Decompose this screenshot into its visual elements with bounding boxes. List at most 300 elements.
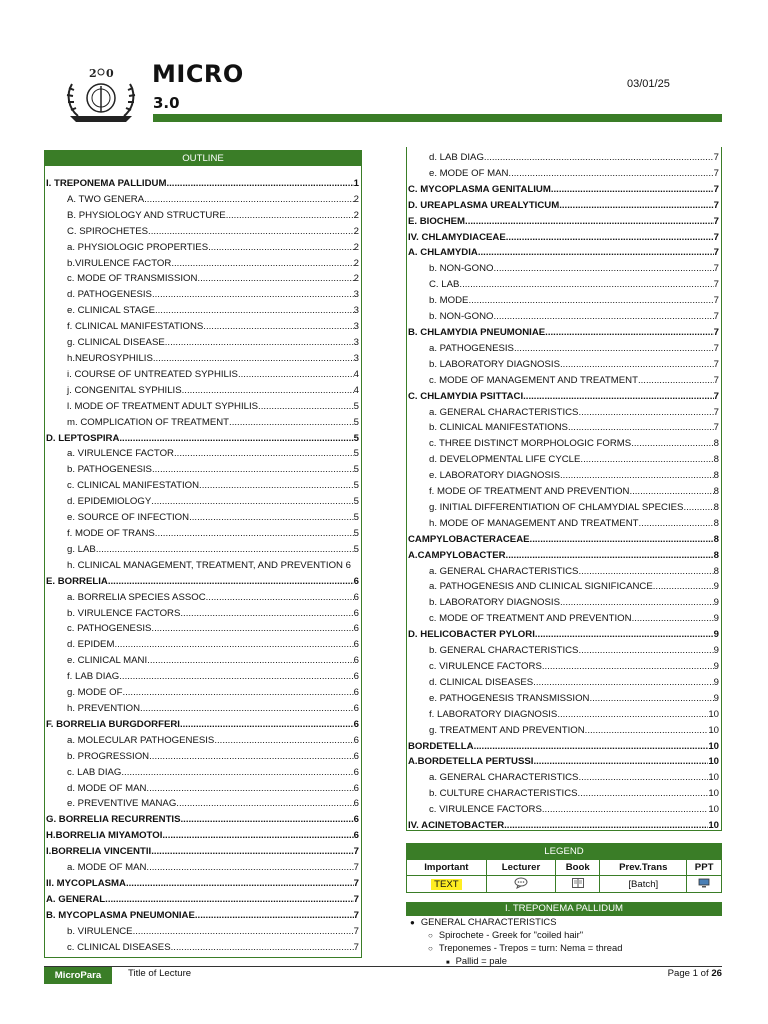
outline-entry[interactable]	[407, 611, 721, 627]
outline-entry[interactable]	[45, 574, 361, 590]
outline-entry-page: 6	[353, 655, 359, 667]
outline-entry[interactable]	[407, 452, 721, 468]
outline-entry[interactable]	[45, 733, 361, 749]
outline-leader-dots	[508, 166, 713, 182]
outline-entry-label: c. CLINICAL MANIFESTATION	[67, 480, 200, 492]
outline-entry[interactable]	[45, 606, 361, 622]
outline-entry[interactable]	[45, 431, 361, 447]
outline-entry-page: 10	[708, 772, 719, 784]
outline-leader-dots	[181, 812, 354, 828]
outline-leader-dots	[171, 256, 353, 272]
outline-entry-label: e. PREVENTIVE MANAG	[67, 798, 177, 810]
outline-entry-label: b. LABORATORY DIAGNOSIS	[429, 597, 560, 609]
outline-entry[interactable]	[407, 277, 721, 293]
outline-entry[interactable]	[45, 303, 361, 319]
legend-header-ppt: PPT	[687, 860, 722, 876]
outline-leader-dots	[180, 717, 354, 733]
outline-entry[interactable]	[45, 844, 361, 860]
outline-entry-page: 9	[713, 629, 719, 641]
outline-leader-dots	[580, 452, 713, 468]
outline-leader-dots	[632, 611, 714, 627]
outline-entry[interactable]	[45, 701, 361, 717]
outline-entry-page: 5	[353, 464, 359, 476]
outline-leader-dots	[631, 436, 713, 452]
outline-entry-label: I.BORRELIA VINCENTII	[46, 846, 152, 858]
outline-entry-label: g. INITIAL DIFFERENTIATION OF CHLAMYDIAL SPECIES	[429, 501, 684, 513]
outline-leader-dots	[506, 548, 714, 564]
outline-entry-label: g. TREATMENT AND PREVENTION	[429, 724, 585, 736]
outline-entry-label: D. UREAPLASMA UREALYTICUM	[408, 199, 560, 211]
outline-leader-dots	[126, 876, 354, 892]
outline-entry-page: 6	[353, 591, 359, 603]
outline-entry[interactable]	[407, 341, 721, 357]
outline-left-column	[44, 150, 362, 958]
outline-entry-page: 6	[353, 575, 359, 587]
outline-entry-page: 5	[353, 543, 359, 555]
outline-entry[interactable]	[45, 940, 361, 956]
outline-entry-label: d. PATHOGENESIS	[67, 289, 152, 301]
note-item	[406, 942, 722, 955]
outline-leader-dots	[683, 500, 713, 516]
outline-entry-page: 10	[708, 804, 719, 816]
outline-entry[interactable]	[45, 415, 361, 431]
outline-leader-dots	[119, 431, 353, 447]
outline-entry-page: 7	[353, 893, 359, 905]
outline-entry[interactable]	[407, 214, 721, 230]
outline-entry[interactable]	[407, 389, 721, 405]
outline-entry[interactable]	[45, 860, 361, 876]
outline-entry-label: C. SPIROCHETES	[67, 225, 149, 237]
outline-leader-dots	[148, 224, 354, 240]
outline-entry[interactable]	[407, 468, 721, 484]
outline-entry-page: 5	[353, 432, 359, 444]
outline-entry-page: 6	[353, 607, 359, 619]
outline-entry-page: 7	[713, 422, 719, 434]
outline-leader-dots	[578, 405, 713, 421]
outline-leader-dots	[559, 198, 713, 214]
outline-entry[interactable]	[45, 558, 361, 574]
outline-entry-page: 3	[353, 321, 359, 333]
outline-entry-label: a. PATHOGENESIS AND CLINICAL SIGNIFICANCE	[429, 581, 653, 593]
outline-entry-page: 6	[353, 830, 359, 842]
outline-entry[interactable]	[45, 892, 361, 908]
outline-entry[interactable]	[45, 399, 361, 415]
outline-entry-page: 3	[353, 305, 359, 317]
outline-entry[interactable]	[407, 739, 721, 755]
outline-entry[interactable]	[45, 749, 361, 765]
outline-entry[interactable]	[407, 357, 721, 373]
footer-page-number	[620, 968, 722, 979]
outline-leader-dots	[162, 828, 353, 844]
legend-book-cell	[556, 876, 600, 893]
outline-leader-dots	[119, 669, 353, 685]
footer-title: Title of Lecture	[128, 968, 192, 979]
outline-entry-page: 8	[713, 454, 719, 466]
outline-entry[interactable]	[407, 500, 721, 516]
outline-entry-page: 9	[713, 645, 719, 657]
outline-entry-label: b. NON-GONO	[429, 311, 494, 323]
outline-entry[interactable]	[45, 669, 361, 685]
outline-entry[interactable]	[45, 653, 361, 669]
outline-leader-dots	[504, 818, 708, 834]
outline-entry-label: a. GENERAL CHARACTERISTICS	[429, 406, 579, 418]
outline-entry-label: d. EPIDEMIOLOGY	[67, 496, 152, 508]
outline-entry[interactable]	[407, 261, 721, 277]
outline-entry-page: 8	[713, 438, 719, 450]
outline-entry[interactable]	[45, 271, 361, 287]
outline-entry-page: 3	[353, 337, 359, 349]
outline-leader-dots	[199, 478, 354, 494]
outline-leader-dots	[494, 309, 714, 325]
outline-entry[interactable]	[45, 478, 361, 494]
outline-entry[interactable]	[407, 245, 721, 261]
outline-leader-dots	[514, 341, 714, 357]
outline-entry-label: g. MODE OF	[67, 687, 123, 699]
note-item	[406, 929, 722, 942]
outline-entry-page: 3	[353, 289, 359, 301]
outline-entry-label: e. CLINICAL MANI	[67, 655, 148, 667]
highlighted-text-sample: TEXT	[431, 879, 462, 890]
outline-entry-page: 2	[353, 209, 359, 221]
page-prefix: Page 1 of	[667, 968, 712, 979]
outline-entry-label: A. CHLAMYDIA	[408, 247, 478, 259]
outline-entry-page: 7	[353, 909, 359, 921]
legend-ppt-cell	[687, 876, 722, 893]
outline-entry-page: 7	[713, 215, 719, 227]
outline-entry[interactable]	[407, 818, 721, 834]
outline-entry-label: b. NON-GONO	[429, 263, 494, 275]
outline-leader-dots	[560, 595, 714, 611]
outline-entry[interactable]	[45, 208, 361, 224]
outline-entry[interactable]	[45, 828, 361, 844]
outline-entry-label: e. CLINICAL STAGE	[67, 305, 155, 317]
outline-entry[interactable]	[407, 564, 721, 580]
outline-entry[interactable]	[407, 405, 721, 421]
outline-entry-page: 10	[708, 740, 719, 752]
outline-entry[interactable]	[45, 367, 361, 383]
outline-entry[interactable]	[45, 383, 361, 399]
outline-entry[interactable]	[407, 659, 721, 675]
outline-entry-page: 7	[713, 358, 719, 370]
outline-entry-label: h. CLINICAL MANAGEMENT, TREATMENT, AND PREVENTION 6	[67, 559, 351, 571]
outline-entry-label: C. MYCOPLASMA GENITALIUM	[408, 183, 551, 195]
outline-entry[interactable]	[407, 516, 721, 532]
document-title: MICRO	[152, 60, 244, 88]
outline-entry-label: g. LAB	[67, 543, 96, 555]
outline-leader-dots	[146, 860, 353, 876]
outline-leader-dots	[545, 325, 714, 341]
section-heading: I. TREPONEMA PALLIDUM	[406, 902, 722, 916]
outline-entry[interactable]	[45, 446, 361, 462]
outline-leader-dots	[474, 739, 709, 755]
outline-entry[interactable]	[45, 812, 361, 828]
outline-entry-page: 7	[713, 247, 719, 259]
outline-entry-label: c. VIRULENCE FACTORS	[429, 804, 542, 816]
outline-entry[interactable]	[407, 166, 721, 182]
outline-entry[interactable]	[45, 287, 361, 303]
outline-heading: OUTLINE	[45, 151, 361, 166]
outline-leader-dots	[121, 765, 353, 781]
outline-entry-label: I. TREPONEMA PALLIDUM	[46, 178, 167, 189]
outline-leader-dots	[506, 230, 714, 246]
outline-entry-page: 9	[713, 661, 719, 672]
outline-entry[interactable]	[45, 256, 361, 272]
outline-entry-page: 7	[353, 925, 359, 937]
outline-entry[interactable]	[45, 510, 361, 526]
outline-entry[interactable]	[407, 484, 721, 500]
outline-entry-page: 2	[353, 257, 359, 269]
outline-right-column	[406, 147, 722, 831]
outline-entry-page: 5	[353, 416, 359, 428]
outline-leader-dots	[459, 277, 713, 293]
svg-text:0: 0	[106, 67, 114, 80]
outline-entry-label: a. BORRELIA SPECIES ASSOC	[67, 591, 206, 603]
outline-entry-label: i. COURSE OF UNTREATED SYPHILIS	[67, 368, 238, 380]
outline-entry-label: b. MODE	[429, 295, 469, 307]
outline-leader-dots	[578, 643, 713, 659]
outline-leader-dots	[484, 150, 714, 166]
outline-entry-label: A. TWO GENERA	[67, 193, 145, 205]
note-text: GENERAL CHARACTERISTICS	[420, 916, 557, 927]
outline-entry[interactable]	[407, 786, 721, 802]
outline-entry-label: f. MODE OF TRANS	[67, 527, 155, 539]
outline-leader-dots	[560, 357, 714, 373]
outline-entry[interactable]	[407, 198, 721, 214]
outline-leader-dots	[533, 675, 714, 691]
outline-entry[interactable]	[407, 436, 721, 452]
outline-leader-dots	[182, 383, 354, 399]
outline-entry-page: 8	[713, 549, 719, 561]
outline-entry-page: 6	[353, 734, 359, 746]
outline-entry-label: B. CHLAMYDIA PNEUMONIAE	[408, 326, 546, 338]
outline-entry-page: 7	[353, 846, 359, 858]
outline-leader-dots	[176, 796, 353, 812]
outline-leader-dots	[226, 208, 354, 224]
outline-leader-dots	[189, 510, 354, 526]
outline-leader-dots	[578, 770, 708, 786]
outline-entry[interactable]	[407, 723, 721, 739]
outline-entry-label: d. EPIDEM	[67, 639, 115, 651]
outline-leader-dots	[114, 637, 353, 653]
outline-leader-dots	[238, 367, 354, 383]
outline-entry-page: 6	[353, 718, 359, 730]
outline-entry-page: 5	[353, 496, 359, 508]
outline-entry-label: d. CLINICAL DISEASES	[429, 676, 534, 688]
outline-leader-dots	[155, 526, 354, 542]
outline-entry[interactable]	[407, 532, 721, 548]
outline-entry[interactable]	[45, 526, 361, 542]
outline-entry[interactable]	[407, 230, 721, 246]
legend-header-prev-trans: Prev.Trans	[600, 860, 687, 876]
outline-entry[interactable]	[407, 420, 721, 436]
outline-entry[interactable]	[407, 595, 721, 611]
outline-leader-dots	[629, 484, 713, 500]
outline-entry[interactable]	[407, 182, 721, 198]
outline-entry-page: 7	[713, 326, 719, 338]
outline-entry-label: A.CAMPYLOBACTER	[408, 549, 506, 561]
bullet-marker: ■	[446, 960, 450, 966]
outline-entry-label: a. MOLECULAR PATHOGENESIS	[67, 734, 215, 746]
outline-entry-page: 7	[353, 877, 359, 889]
outline-entry[interactable]	[407, 579, 721, 595]
outline-entry[interactable]	[45, 319, 361, 335]
outline-entry[interactable]	[45, 924, 361, 940]
outline-entry-label: g. CLINICAL DISEASE	[67, 337, 165, 349]
outline-leader-dots	[258, 399, 354, 415]
outline-entry[interactable]	[45, 621, 361, 637]
outline-entry-page: 7	[713, 199, 719, 211]
outline-entry-label: E. BORRELIA	[46, 575, 108, 587]
outline-entry-label: c. CLINICAL DISEASES	[67, 941, 171, 953]
footer-badge: MicroPara	[44, 967, 112, 984]
outline-entry-page: 9	[713, 613, 719, 625]
outline-entry[interactable]	[45, 717, 361, 733]
outline-entry-page: 7	[713, 263, 719, 275]
outline-leader-dots	[203, 319, 353, 335]
outline-entry-label: b. VIRULENCE FACTORS	[67, 607, 181, 619]
outline-entry[interactable]	[45, 351, 361, 367]
outline-entry[interactable]	[45, 224, 361, 240]
outline-entry-label: CAMPYLOBACTERACEAE	[408, 533, 530, 545]
outline-entry[interactable]	[45, 462, 361, 478]
outline-leader-dots	[214, 733, 353, 749]
note-item	[406, 916, 722, 929]
outline-entry-page: 9	[713, 597, 719, 609]
outline-leader-dots	[206, 590, 354, 606]
outline-entry[interactable]	[407, 548, 721, 564]
outline-leader-dots	[530, 532, 714, 548]
outline-entry[interactable]	[45, 876, 361, 892]
outline-entry-page: 6	[353, 623, 359, 635]
outline-entry[interactable]	[407, 373, 721, 389]
outline-leader-dots	[229, 415, 354, 431]
svg-text:2: 2	[89, 67, 97, 80]
outline-entry-label: c. THREE DISTINCT MORPHOLOGIC FORMS	[429, 438, 632, 450]
outline-entry[interactable]	[45, 908, 361, 924]
outline-entry-label: D. HELICOBACTER PYLORI	[408, 629, 535, 641]
outline-entry-page: 6	[353, 703, 359, 714]
note-text: Spirochete - Greek for "coiled hair"	[438, 929, 584, 940]
section-notes	[406, 916, 722, 969]
outline-entry-page: 3	[353, 352, 359, 364]
outline-leader-dots	[578, 786, 709, 802]
outline-entry[interactable]	[407, 627, 721, 643]
outline-entry-page: 7	[353, 941, 359, 953]
outline-entry[interactable]	[45, 494, 361, 510]
outline-entry[interactable]	[45, 192, 361, 208]
outline-entry[interactable]	[407, 150, 721, 166]
outline-entry-page: 6	[353, 782, 359, 794]
legend-header-important: Important	[407, 860, 487, 876]
outline-entry-label: H.BORRELIA MIYAMOTOI	[46, 830, 163, 842]
outline-entry-page: 5	[353, 480, 359, 492]
outline-entry[interactable]	[45, 176, 361, 192]
outline-entry[interactable]	[45, 590, 361, 606]
outline-entry-page: 9	[713, 676, 719, 688]
outline-entry[interactable]	[45, 637, 361, 653]
outline-leader-dots	[152, 287, 354, 303]
outline-entry[interactable]	[407, 754, 721, 770]
outline-entry-label: a. GENERAL CHARACTERISTICS	[429, 565, 579, 577]
outline-leader-dots	[465, 214, 714, 230]
outline-entry[interactable]	[45, 765, 361, 781]
outline-entry-label: d. LAB DIAG	[429, 152, 484, 163]
outline-entry-label: c. MODE OF MANAGEMENT AND TREATMENT	[429, 374, 638, 386]
outline-entry-label: h.NEUROSYPHILIS	[67, 352, 153, 364]
outline-entry[interactable]	[407, 309, 721, 325]
outline-entry[interactable]	[45, 542, 361, 558]
outline-entry-label: B. PHYSIOLOGY AND STRUCTURE	[67, 209, 226, 221]
outline-leader-dots	[578, 564, 713, 580]
outline-leader-dots	[151, 494, 353, 510]
outline-entry[interactable]	[45, 685, 361, 701]
outline-entry-page: 8	[713, 565, 719, 577]
outline-entry[interactable]	[407, 293, 721, 309]
outline-entry-label: b. PROGRESSION	[67, 750, 150, 762]
outline-leader-dots	[122, 685, 353, 701]
outline-entry-label: b. CLINICAL MANIFESTATIONS	[429, 422, 568, 434]
outline-entry-label: f. LABORATORY DIAGNOSIS	[429, 708, 558, 720]
outline-entry-label: G. BORRELIA RECURRENTIS	[46, 814, 181, 826]
outline-entry[interactable]	[407, 691, 721, 707]
outline-entry-page: 7	[713, 295, 719, 307]
outline-entry[interactable]	[407, 643, 721, 659]
outline-entry-page: 8	[713, 486, 719, 498]
outline-entry-page: 9	[713, 581, 719, 593]
outline-leader-dots	[96, 542, 354, 558]
legend-header-lecturer: Lecturer	[486, 860, 555, 876]
outline-leader-dots	[133, 924, 354, 940]
outline-entry[interactable]	[407, 325, 721, 341]
outline-entry[interactable]	[45, 335, 361, 351]
outline-entry-page: 6	[353, 639, 359, 651]
outline-entry[interactable]	[45, 781, 361, 797]
outline-entry[interactable]	[407, 770, 721, 786]
legend-table	[406, 843, 722, 893]
outline-entry-page: 7	[713, 406, 719, 418]
outline-entry-label: c. MODE OF TREATMENT AND PREVENTION	[429, 613, 632, 625]
outline-entry[interactable]	[45, 796, 361, 812]
outline-entry-page: 7	[713, 167, 719, 179]
outline-entry-label: b.VIRULENCE FACTOR	[67, 257, 172, 269]
outline-entry-label: c. PATHOGENESIS	[67, 623, 152, 635]
outline-entry-label: c. VIRULENCE FACTORS	[429, 661, 542, 672]
monitor-icon	[697, 876, 711, 889]
outline-leader-dots	[166, 176, 353, 192]
book-icon	[571, 877, 585, 889]
bullet-marker: ○	[428, 944, 433, 953]
outline-leader-dots	[108, 574, 354, 590]
outline-entry-page: 6	[353, 798, 359, 810]
outline-leader-dots	[105, 892, 353, 908]
outline-entry-page: 4	[353, 384, 359, 396]
outline-entry[interactable]	[407, 802, 721, 818]
outline-entry[interactable]	[45, 240, 361, 256]
outline-entry-label: IV. CHLAMYDIACEAE	[408, 231, 506, 243]
note-text: Pallid = pale	[455, 955, 507, 966]
outline-entry[interactable]	[407, 675, 721, 691]
outline-entry-label: b. GENERAL CHARACTERISTICS	[429, 645, 579, 657]
outline-entry-page: 7	[713, 374, 719, 386]
outline-leader-dots	[478, 245, 714, 261]
outline-leader-dots	[151, 621, 353, 637]
outline-entry-page: 7	[713, 279, 719, 291]
outline-entry[interactable]	[407, 707, 721, 723]
outline-entry-page: 9	[713, 692, 719, 704]
outline-entry-label: C. LAB	[429, 279, 460, 291]
outline-leader-dots	[140, 701, 354, 717]
outline-entry-page: 8	[713, 501, 719, 513]
